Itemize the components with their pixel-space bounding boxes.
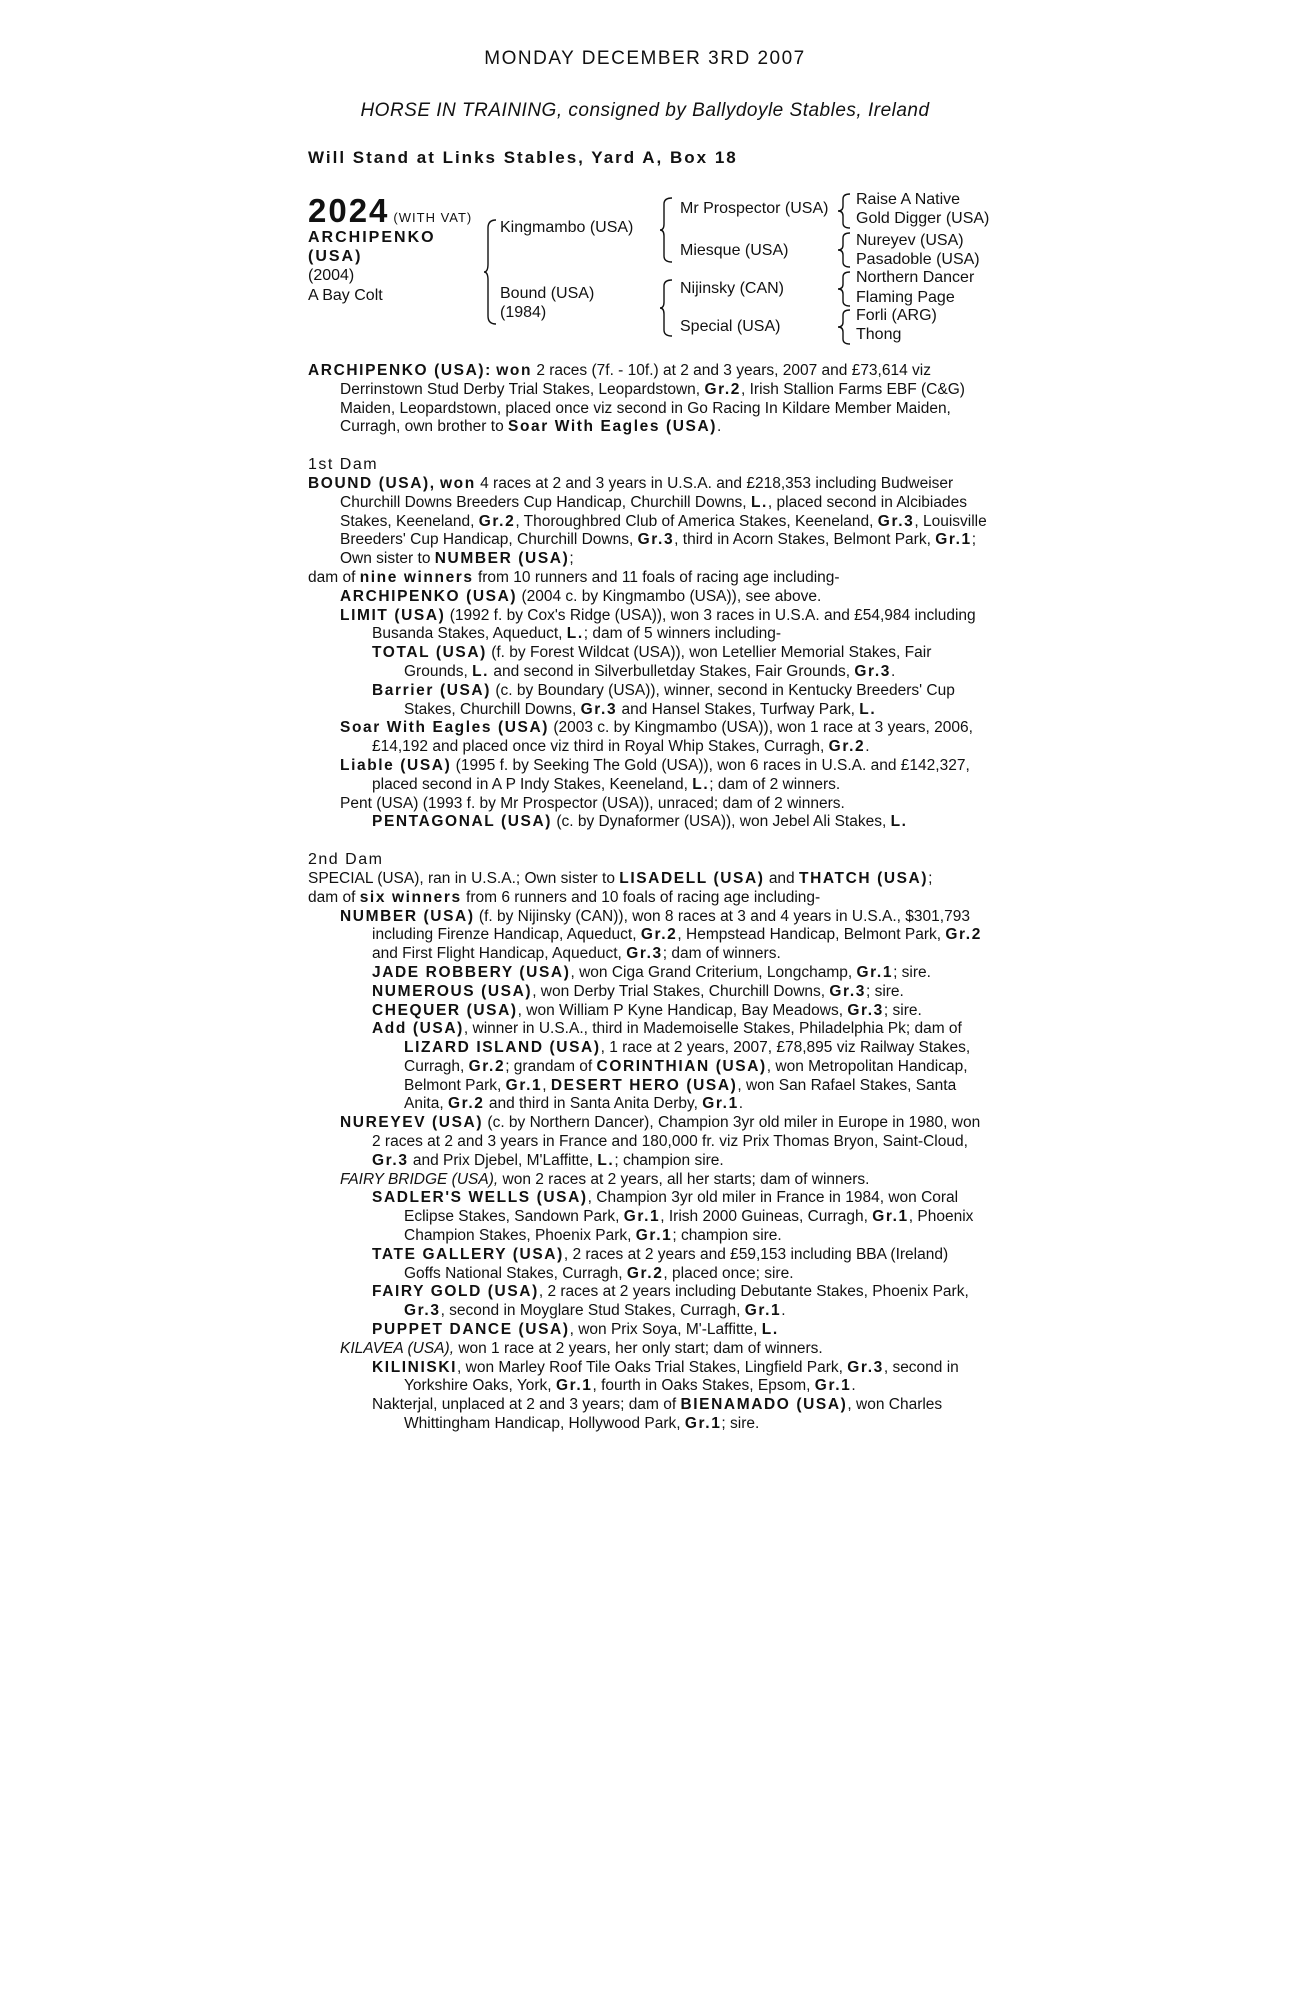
pedigree-ds: Nijinsky (CAN) xyxy=(680,280,784,297)
pedigree-brace-main xyxy=(484,218,498,326)
pedigree-dd: Special (USA) xyxy=(680,318,781,335)
race-record: ARCHIPENKO (USA): won 2 races (7f. - 10f.) at 2 and 3 years, 2007 and £73,614 viz Derrinstown Stud Derby Trial Stakes, Leopardstown, Gr.2, Irish Stallion Farms EBF (C&G) Maiden, Leopardstown, placed once viz second in Go Racing In Kildare Member Maiden, Curragh, own brother to Soar With Eagles (USA). xyxy=(308,362,965,436)
produce-item: Add (USA), winner in U.S.A., third in Mademoiselle Stakes, Philadelphia Pk; dam of LIZARD ISLAND (USA), 1 race at 2 years, 2007, £78,895 viz Railway Stakes, Curragh, Gr.2; grandam of CORINTHIAN (USA), won Metropolitan Handicap, Belmont Park, Gr.1, DESERT HERO (USA), won San Rafael Stakes, Santa Anita, Gr.2 and third in Santa Anita Derby, Gr.1. xyxy=(372,1020,971,1113)
horse-description: A Bay Colt xyxy=(308,287,383,304)
produce-item: CHEQUER (USA), won William P Kyne Handicap, Bay Meadows, Gr.3; sire. xyxy=(372,1001,922,1019)
pedigree-brace-ds xyxy=(838,270,852,310)
produce-item: JADE ROBBERY (USA), won Ciga Grand Criterium, Longchamp, Gr.1; sire. xyxy=(372,963,931,981)
produce-item: SADLER'S WELLS (USA), Champion 3yr old miler in France in 1984, won Coral Eclipse Stakes, Sandown Park, Gr.1, Irish 2000 Guineas, Curragh, Gr.1, Phoenix Champion Stakes, Phoenix Park, Gr.1; champion sire. xyxy=(372,1189,974,1245)
pedigree-dsd: Flaming Page xyxy=(856,289,955,306)
pedigree-sds: Nureyev (USA) xyxy=(856,232,964,249)
produce-item: ARCHIPENKO (USA) (2004 c. by Kingmambo (USA)), see above. xyxy=(340,587,822,605)
produce-item: KILAVEA (USA), won 1 race at 2 years, her only start; dam of winners. xyxy=(340,1339,823,1357)
horse-country: (USA) xyxy=(308,248,363,265)
produce-item: TATE GALLERY (USA), 2 races at 2 years and £59,153 including BBA (Ireland) Goffs National Stakes, Curragh, Gr.2, placed once; sire. xyxy=(372,1245,949,1282)
produce-item: Nakterjal, unplaced at 2 and 3 years; dam of BIENAMADO (USA), won Charles Whittingham Handicap, Hollywood Park, Gr.1; sire. xyxy=(372,1396,943,1433)
pedigree-brace-sd xyxy=(838,231,852,271)
pedigree-sdd: Pasadoble (USA) xyxy=(856,251,980,268)
produce-item: Soar With Eagles (USA) (2003 c. by Kingmambo (USA)), won 1 race at 3 years, 2006, £14,192 and placed once viz third in Royal Whip Stakes, Curragh, Gr.2. xyxy=(340,719,973,756)
produce-item: Barrier (USA) (c. by Boundary (USA)), winner, second in Kentucky Breeders' Cup Stakes, Churchill Downs, Gr.3 and Hansel Stakes, Turfway Park, L. xyxy=(372,681,955,718)
pedigree-brace-sire xyxy=(660,196,674,266)
pedigree-sss: Raise A Native xyxy=(856,191,961,208)
second-dam-record: SPECIAL (USA), ran in U.S.A.; Own sister to LISADELL (USA) and THATCH (USA); xyxy=(308,869,933,887)
pedigree-ddd: Thong xyxy=(856,326,902,343)
lot-number: 2024 xyxy=(308,192,390,229)
consignment-line: HORSE IN TRAINING, consigned by Ballydoyle Stables, Ireland xyxy=(360,100,930,121)
produce-item: TOTAL (USA) (f. by Forest Wildcat (USA)), won Letellier Memorial Stakes, Fair Grounds, L. and second in Silverbulletday Stakes, Fair Grounds, Gr.3. xyxy=(372,644,932,680)
produce-item: PENTAGONAL (USA) (c. by Dynaformer (USA)), won Jebel Ali Stakes, L. xyxy=(372,813,908,831)
first-dam-produce-summary: dam of nine winners from 10 runners and 11 foals of racing age including- xyxy=(308,568,840,586)
pedigree-dam-year: (1984) xyxy=(500,304,547,321)
pedigree-ss: Mr Prospector (USA) xyxy=(680,200,829,217)
pedigree-brace-dd xyxy=(838,308,852,348)
pedigree-brace-dam xyxy=(660,278,674,340)
pedigree-dds: Forli (ARG) xyxy=(856,307,937,324)
horse-name: ARCHIPENKO xyxy=(308,229,436,246)
pedigree-sd: Miesque (USA) xyxy=(680,242,789,259)
horse-year: (2004) xyxy=(308,267,355,284)
produce-item: Pent (USA) (1993 f. by Mr Prospector (USA)), unraced; dam of 2 winners. xyxy=(340,794,845,812)
produce-item: FAIRY GOLD (USA), 2 races at 2 years including Debutante Stakes, Phoenix Park, Gr.3, second in Moyglare Stud Stakes, Curragh, Gr.1. xyxy=(372,1283,969,1320)
pedigree-sire: Kingmambo (USA) xyxy=(500,219,634,236)
produce-item: NUMBER (USA) (f. by Nijinsky (CAN)), won 8 races at 3 and 4 years in U.S.A., $301,793 including Firenze Handicap, Aqueduct, Gr.2, Hempstead Handicap, Belmont Park, Gr.2 and First Flight Handicap, Aqueduct, Gr.3; dam of winners. xyxy=(340,907,982,963)
first-dam-heading: 1st Dam xyxy=(308,456,379,474)
stable-location: Will Stand at Links Stables, Yard A, Box 18 xyxy=(308,148,738,167)
produce-item: PUPPET DANCE (USA), won Prix Soya, M'-Laffitte, L. xyxy=(372,1321,779,1339)
produce-item: Liable (USA) (1995 f. by Seeking The Gold (USA)), won 6 races in U.S.A. and £142,327, placed second in A P Indy Stakes, Keeneland, L.; dam of 2 winners. xyxy=(340,756,970,793)
pedigree-ssd: Gold Digger (USA) xyxy=(856,210,990,227)
produce-item: LIMIT (USA) (1992 f. by Cox's Ridge (USA)), won 3 races in U.S.A. and £54,984 including Busanda Stakes, Aqueduct, L.; dam of 5 winners including- xyxy=(340,606,976,643)
lot-number-block xyxy=(308,192,472,230)
produce-item: NUMEROUS (USA), won Derby Trial Stakes, Churchill Downs, Gr.3; sire. xyxy=(372,982,904,1000)
first-dam-record: BOUND (USA), won 4 races at 2 and 3 years in U.S.A. and £218,353 including Budweiser Churchill Downs Breeders Cup Handicap, Churchill Downs, L., placed second in Alcibiades Stakes, Keeneland, Gr.2, Thoroughbred Club of America Stakes, Keeneland, Gr.3, Louisville Breeders' Cup Handicap, Churchill Downs, Gr.3, third in Acorn Stakes, Belmont Park, Gr.1; Own sister to NUMBER (USA); xyxy=(308,474,987,568)
produce-item: NUREYEV (USA) (c. by Northern Dancer), Champion 3yr old miler in Europe in 1980, won 2 races at 2 and 3 years in France and 180,000 fr. viz Prix Thomas Bryon, Saint-Cloud, Gr.3 and Prix Djebel, M'Laffitte, L.; champion sire. xyxy=(340,1114,981,1169)
pedigree-dam: Bound (USA) xyxy=(500,285,595,302)
produce-item: FAIRY BRIDGE (USA), won 2 races at 2 years, all her starts; dam of winners. xyxy=(340,1170,870,1188)
second-dam-heading: 2nd Dam xyxy=(308,851,384,869)
sale-date: MONDAY DECEMBER 3RD 2007 xyxy=(484,48,806,69)
catalogue-body xyxy=(308,362,988,1434)
vat-note: (WITH VAT) xyxy=(393,210,473,225)
produce-item: KILINISKI, won Marley Roof Tile Oaks Trial Stakes, Lingfield Park, Gr.3, second in Yorkshire Oaks, York, Gr.1, fourth in Oaks Stakes, Epsom, Gr.1. xyxy=(372,1358,959,1395)
pedigree-dss: Northern Dancer xyxy=(856,269,975,286)
second-dam-produce-summary: dam of six winners from 6 runners and 10 foals of racing age including- xyxy=(308,888,821,906)
pedigree-brace-ss xyxy=(838,192,852,232)
